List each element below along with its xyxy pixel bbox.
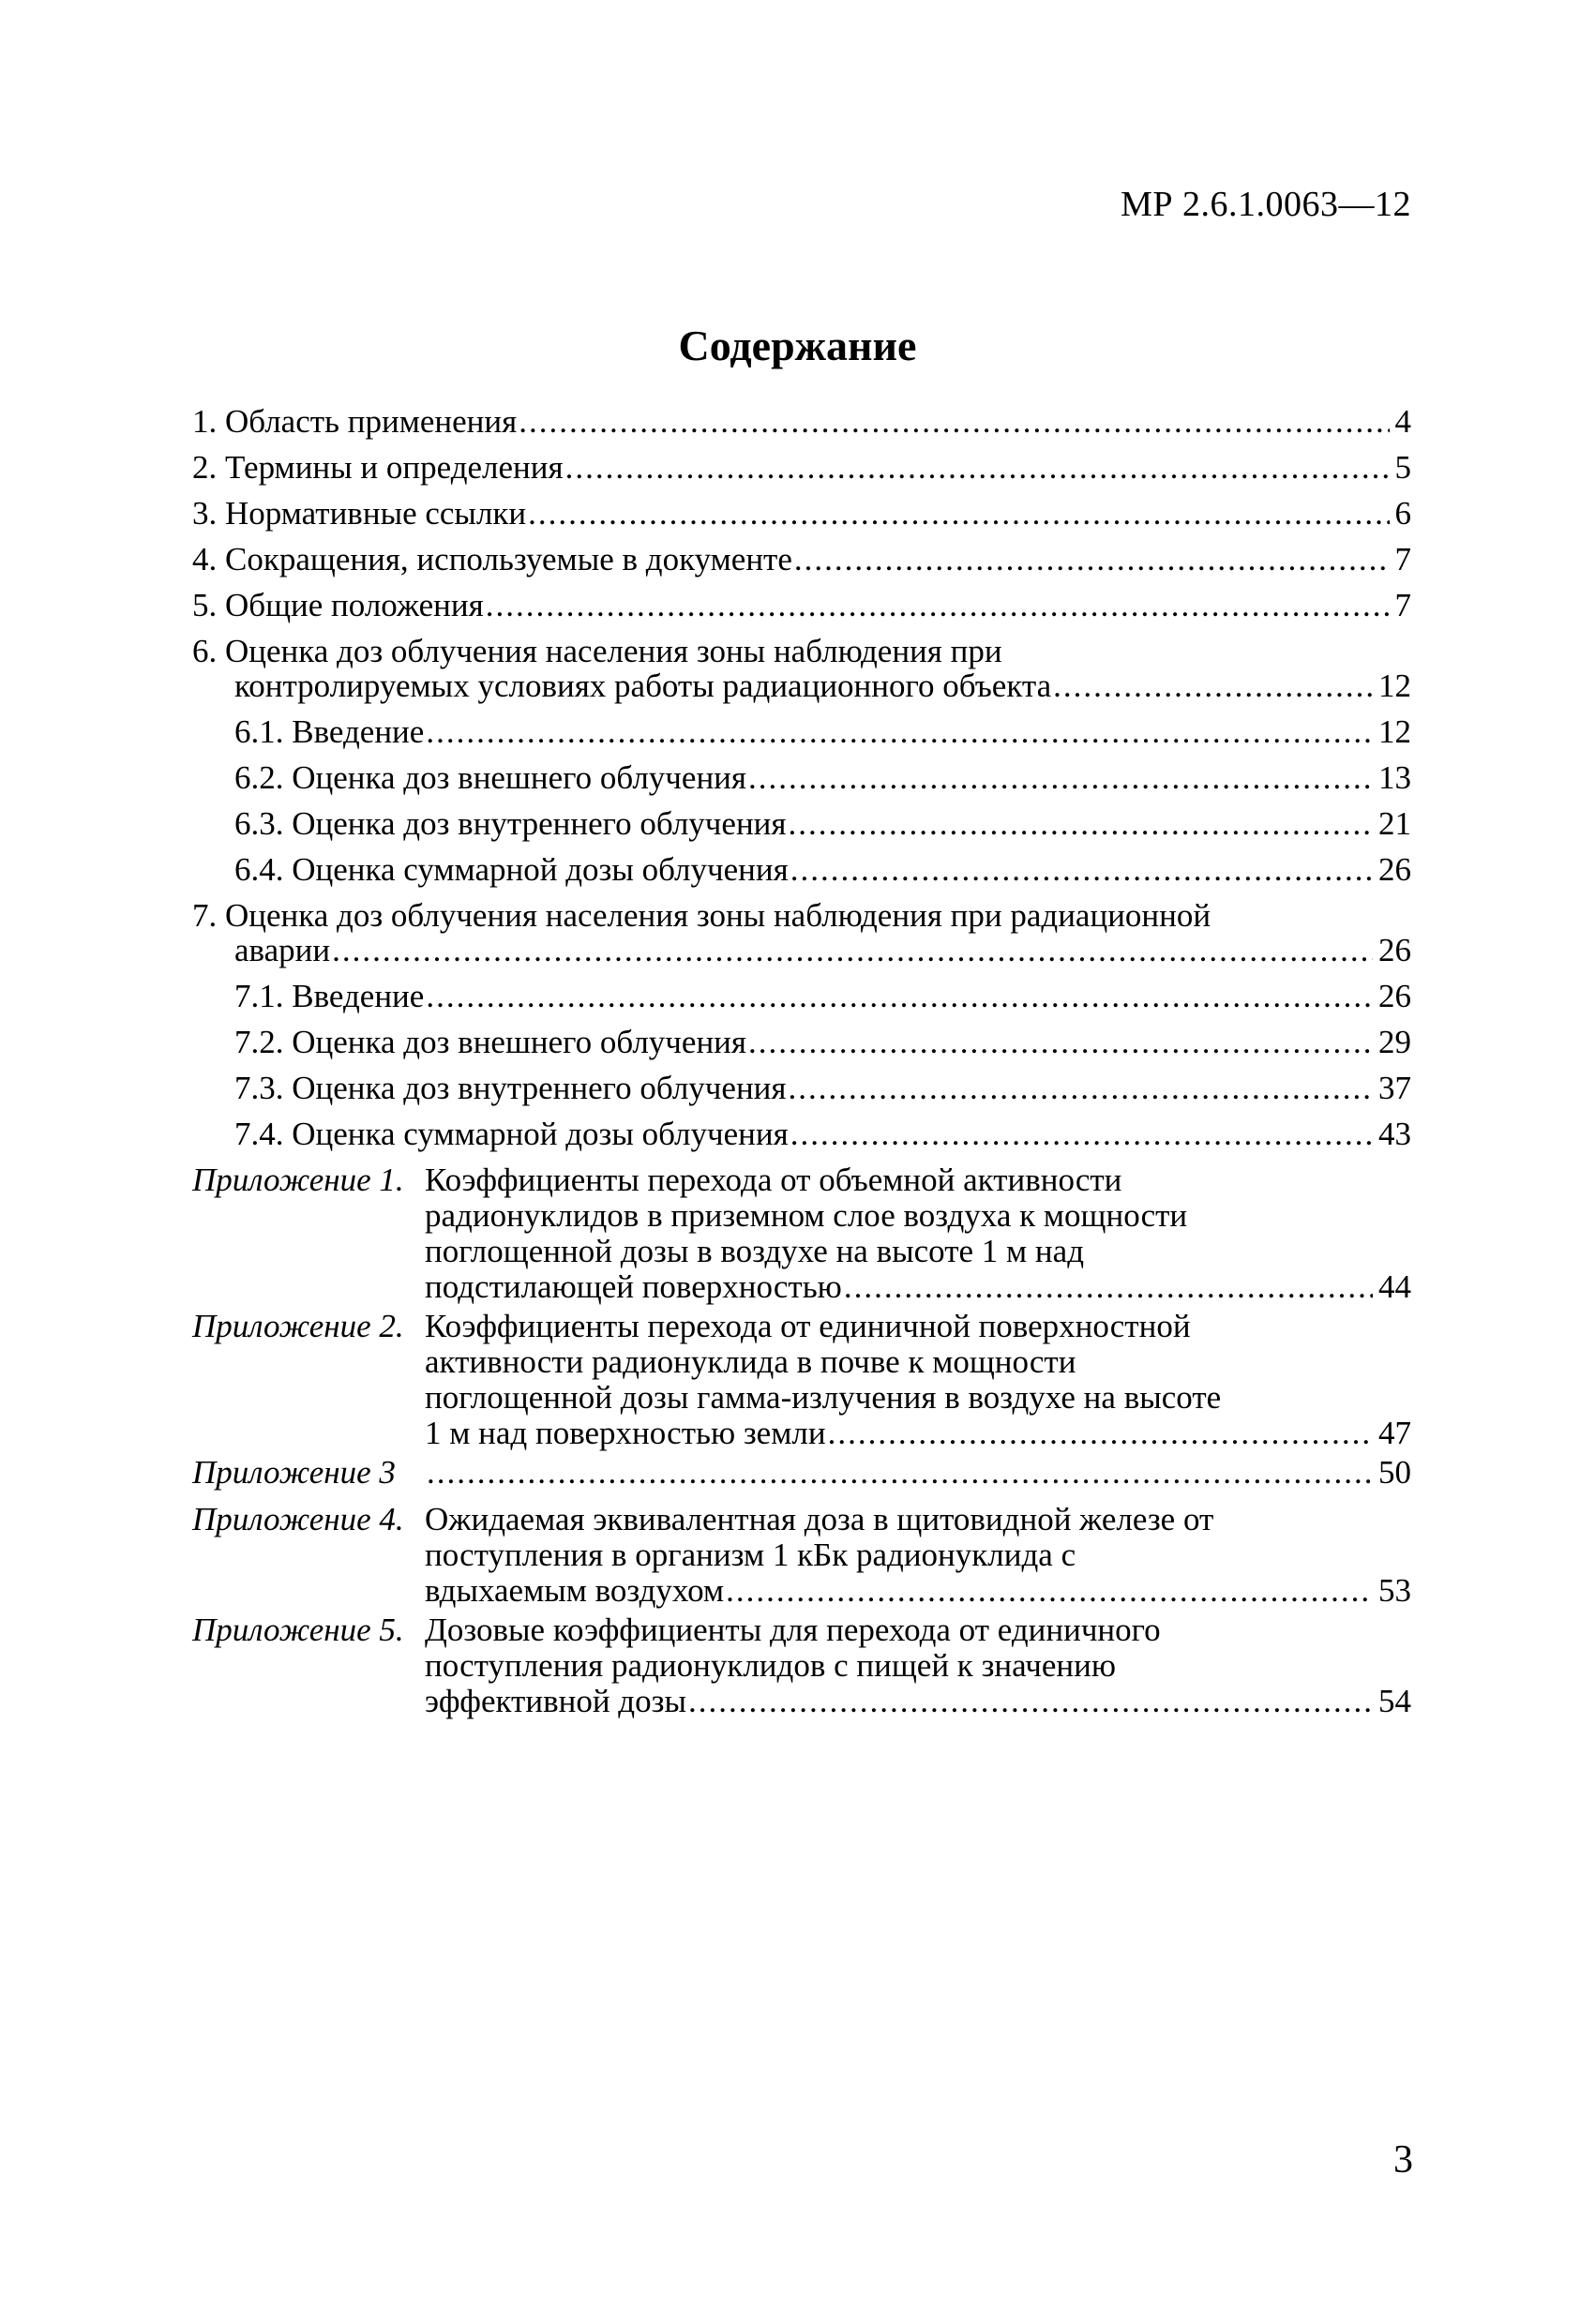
page-number: 3 [1393, 2138, 1413, 2182]
toc-entry-page: 21 [1378, 805, 1411, 842]
appendix-title-line: Ожидаемая эквивалентная доза в щитовидной железе от [425, 1501, 1214, 1537]
toc-subentry[interactable] [192, 713, 1411, 759]
toc-entry-page: 50 [1378, 1454, 1411, 1491]
toc-entry-title: 4. Сокращения, используемые в документе [192, 541, 792, 577]
dot-leader [688, 1683, 1373, 1720]
toc-entry-title: 6.3. Оценка доз внутреннего облучения [234, 805, 787, 842]
toc-entry-page: 12 [1378, 667, 1411, 704]
toc-entry-page: 43 [1378, 1116, 1411, 1152]
dot-leader [789, 805, 1373, 843]
appendix-label: Приложение 1. [192, 1162, 404, 1198]
toc-appendix-entry[interactable] [192, 1162, 1411, 1308]
toc-entry-title: 7.4. Оценка суммарной дозы облучения [234, 1116, 789, 1152]
toc-entry-title: 6.1. Введение [234, 713, 425, 750]
toc-entry-title: 7.3. Оценка доз внутреннего облучения [234, 1070, 787, 1106]
toc-entry-page: 13 [1378, 759, 1411, 796]
dot-leader [426, 978, 1373, 1015]
dot-leader [565, 449, 1390, 487]
toc-entry-page: 7 [1394, 541, 1411, 577]
dot-leader [426, 713, 1373, 751]
dot-leader [794, 541, 1390, 578]
toc-appendix-entry[interactable] [192, 1501, 1411, 1612]
appendix-label: Приложение 3 [192, 1454, 396, 1491]
appendix-label: Приложение 2. [192, 1308, 404, 1344]
dot-leader [748, 1024, 1373, 1061]
dot-leader [748, 759, 1373, 797]
appendix-title-line: поглощенной дозы в воздухе на высоте 1 м над [425, 1233, 1085, 1269]
appendix-title-line: активности радионуклида в почве к мощности [425, 1343, 1076, 1380]
toc-entry-title: 6.4. Оценка суммарной дозы облучения [234, 851, 789, 888]
toc-entry[interactable] [192, 403, 1411, 449]
toc-appendix-entry[interactable] [192, 1612, 1411, 1722]
toc-entry[interactable] [192, 633, 1411, 713]
dot-leader [528, 495, 1389, 532]
toc-entry-page: 29 [1378, 1024, 1411, 1060]
toc-entry-title-cont: контролируемых условиях работы радиационного объекта [234, 667, 1052, 704]
appendix-title-line: Дозовые коэффициенты для перехода от единичного [425, 1612, 1161, 1648]
toc-appendix-entry[interactable] [192, 1454, 1411, 1501]
toc-subentry[interactable] [192, 1024, 1411, 1070]
table-of-contents [192, 403, 1411, 1722]
appendix-title-line: поступления радионуклидов с пищей к значению [425, 1647, 1116, 1684]
appendix-title-line: Коэффициенты перехода от единичной поверхностной [425, 1308, 1191, 1344]
toc-entry-page: 54 [1378, 1683, 1411, 1719]
toc-entry[interactable] [192, 897, 1411, 978]
toc-entry-page: 26 [1378, 851, 1411, 888]
toc-entry-page: 5 [1394, 449, 1411, 486]
toc-subentry[interactable] [192, 1116, 1411, 1162]
toc-entry-page: 53 [1378, 1572, 1411, 1609]
toc-entry-title: 7.2. Оценка доз внешнего облучения [234, 1024, 747, 1060]
appendix-title-line: подстилающей поверхностью [425, 1268, 842, 1305]
dot-leader [427, 1454, 1373, 1492]
toc-entry-page: 26 [1378, 932, 1411, 968]
toc-entry-page: 26 [1378, 978, 1411, 1014]
toc-entry-title: 5. Общие положения [192, 587, 484, 623]
appendix-title-line: поступления в организм 1 кБк радионуклида с [425, 1537, 1076, 1573]
toc-entry[interactable] [192, 587, 1411, 633]
dot-leader [332, 932, 1373, 969]
toc-entry-title: 2. Термины и определения [192, 449, 564, 486]
toc-entry-title: 7.1. Введение [234, 978, 425, 1014]
appendix-title-line: вдыхаемым воздухом [425, 1572, 725, 1609]
toc-entry[interactable] [192, 495, 1411, 541]
toc-entry-page: 37 [1378, 1070, 1411, 1106]
toc-subentry[interactable] [192, 978, 1411, 1024]
toc-entry-title: 3. Нормативные ссылки [192, 495, 527, 532]
dot-leader [486, 587, 1390, 624]
appendix-title-line: эффективной дозы [425, 1683, 686, 1719]
toc-entry-page: 4 [1394, 403, 1411, 440]
document-code: МР 2.6.1.0063—12 [1121, 185, 1411, 224]
dot-leader [790, 1116, 1373, 1153]
toc-title: Содержание [678, 322, 917, 369]
appendix-label: Приложение 4. [192, 1501, 404, 1537]
toc-appendix-entry[interactable] [192, 1308, 1411, 1454]
toc-subentry[interactable] [192, 759, 1411, 805]
toc-subentry[interactable] [192, 1070, 1411, 1116]
appendix-label: Приложение 5. [192, 1612, 404, 1648]
appendix-title-line: Коэффициенты перехода от объемной активности [425, 1162, 1122, 1198]
dot-leader [1053, 667, 1373, 705]
toc-entry-title: 6.2. Оценка доз внешнего облучения [234, 759, 747, 796]
dot-leader [790, 851, 1373, 889]
dot-leader [844, 1268, 1373, 1306]
toc-entry-page: 12 [1378, 713, 1411, 750]
dot-leader [828, 1415, 1373, 1452]
toc-entry[interactable] [192, 449, 1411, 495]
toc-entry-page: 44 [1378, 1268, 1411, 1305]
dot-leader [726, 1572, 1373, 1610]
dot-leader [789, 1070, 1373, 1107]
toc-subentry[interactable] [192, 851, 1411, 897]
toc-entry-page: 47 [1378, 1415, 1411, 1451]
toc-entry[interactable] [192, 541, 1411, 587]
dot-leader [519, 403, 1389, 441]
toc-entry-title: 6. Оценка доз облучения населения зоны наблюдения при [192, 633, 1002, 669]
toc-entry-page: 7 [1394, 587, 1411, 623]
toc-subentry[interactable] [192, 805, 1411, 851]
toc-entry-title-cont: аварии [234, 932, 331, 968]
toc-entry-title: 1. Область применения [192, 403, 518, 440]
toc-entry-page: 6 [1394, 495, 1411, 532]
toc-entry-title: 7. Оценка доз облучения населения зоны наблюдения при радиационной [192, 897, 1211, 934]
appendix-title-line: радионуклидов в приземном слое воздуха к мощности [425, 1197, 1188, 1234]
appendix-title-line: 1 м над поверхностью земли [425, 1415, 826, 1451]
appendix-title-line: поглощенной дозы гамма-излучения в воздухе на высоте [425, 1379, 1222, 1416]
